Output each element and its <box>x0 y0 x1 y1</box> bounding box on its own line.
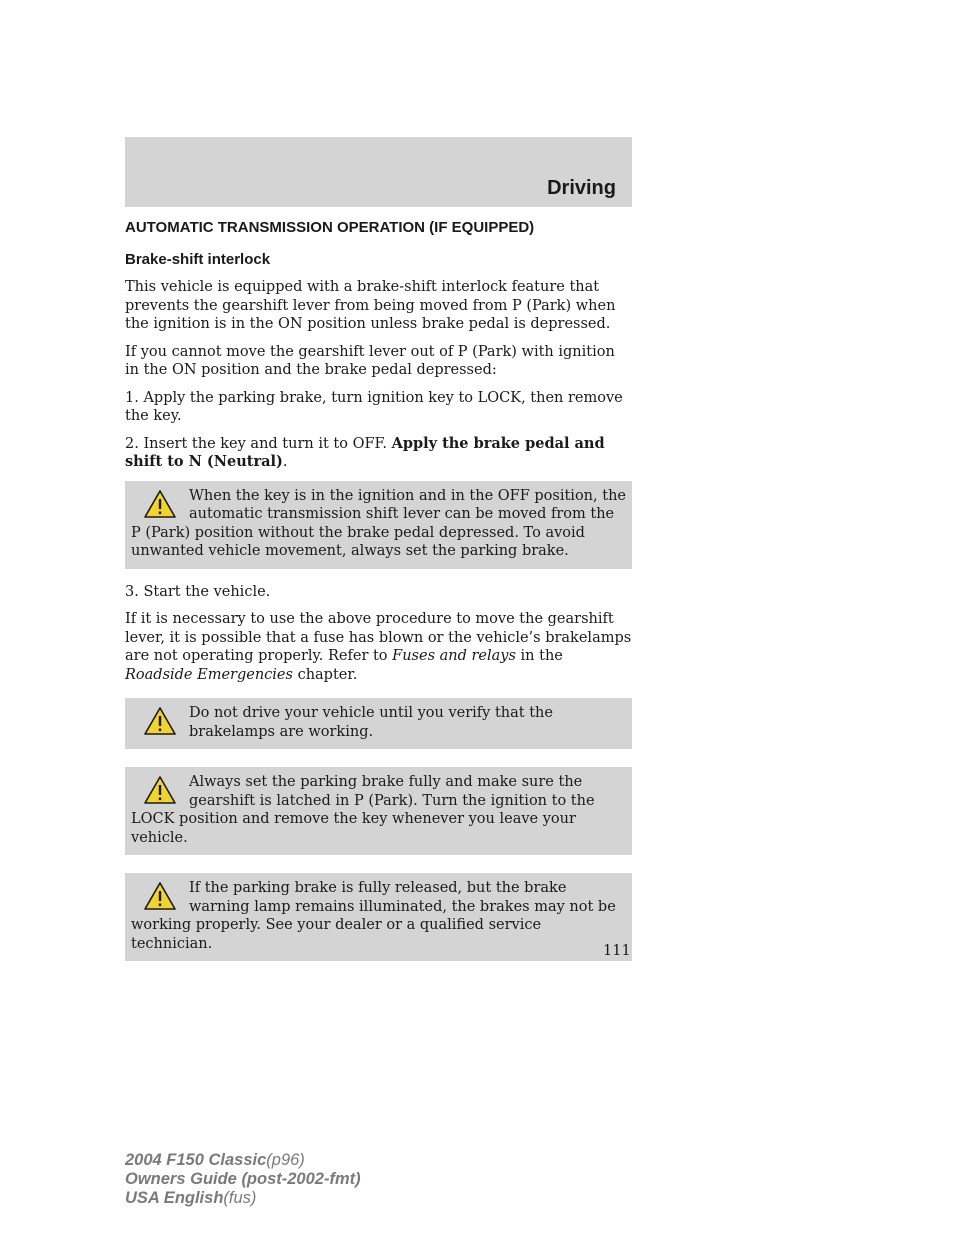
step-2-period: . <box>282 454 288 470</box>
paragraph-intro: This vehicle is equipped with a brake-shift interlock feature that prevents the gearshift lever from being moved from P (Park) when the ignition is in the ON position unless brake pedal is depressed. <box>125 279 616 332</box>
section-title: Driving <box>547 177 616 199</box>
link-fuses-and-relays: Fuses and relays <box>392 648 516 664</box>
link-roadside-emergencies: Roadside Emergencies <box>125 666 293 683</box>
warning-text: Always set the parking brake fully and make sure the gearshift is latched in P (Park). Turn the ignition to the LOCK position and remove the key whenever you leave your vehicle. <box>131 774 595 846</box>
step-1: 1. Apply the parking brake, turn ignition key to LOCK, then remove the key. <box>125 389 623 424</box>
warning-box <box>125 873 632 961</box>
warning-triangle-icon <box>143 775 177 805</box>
warning-text: If the parking brake is fully released, but the brake warning lamp remains illuminated, the brakes may not be working properly. See your dealer or a qualified service technician. <box>131 880 616 952</box>
step-3: 3. Start the vehicle. <box>125 583 271 600</box>
warning-triangle-icon <box>143 706 177 736</box>
step-2 <box>125 435 632 472</box>
warning-box <box>125 767 632 855</box>
page-number: 111 <box>603 943 631 959</box>
page-heading: AUTOMATIC TRANSMISSION OPERATION (IF EQUIPPED) <box>125 219 535 236</box>
document-footer: 2004 F150 Classic(p96) Owners Guide (post-2002-fmt) USA English(fus) <box>125 1151 361 1207</box>
step-2-bold: Apply the brake pedal and shift to N (Neutral) <box>125 434 605 470</box>
section-header <box>125 137 632 207</box>
warning-box <box>125 481 632 569</box>
subheading: Brake-shift interlock <box>125 250 271 268</box>
paragraph-condition: If you cannot move the gearshift lever out of P (Park) with ignition in the ON position and the brake pedal depressed: <box>125 343 615 378</box>
warning-text: When the key is in the ignition and in the OFF position, the automatic transmission shift lever can be moved from the P (Park) position without the brake pedal depressed. To avoid unwanted vehicle movement, always set the parking brake. <box>131 487 626 559</box>
warning-triangle-icon <box>143 881 177 911</box>
warning-triangle-icon <box>143 489 177 519</box>
step-2-text: 2. Insert the key and turn it to OFF. <box>125 435 387 452</box>
warning-text: Do not drive your vehicle until you verify that the brakelamps are working. <box>189 705 553 740</box>
warning-box <box>125 698 632 749</box>
paragraph-fuse: If it is necessary to use the above procedure to move the gearshift lever, it is possible that a fuse has blown or the vehicle’s brakelamps are not operating properly. Refer to Fuses and relays in the Roadside Emergencies chapter. <box>125 611 632 683</box>
page-content <box>125 219 632 975</box>
